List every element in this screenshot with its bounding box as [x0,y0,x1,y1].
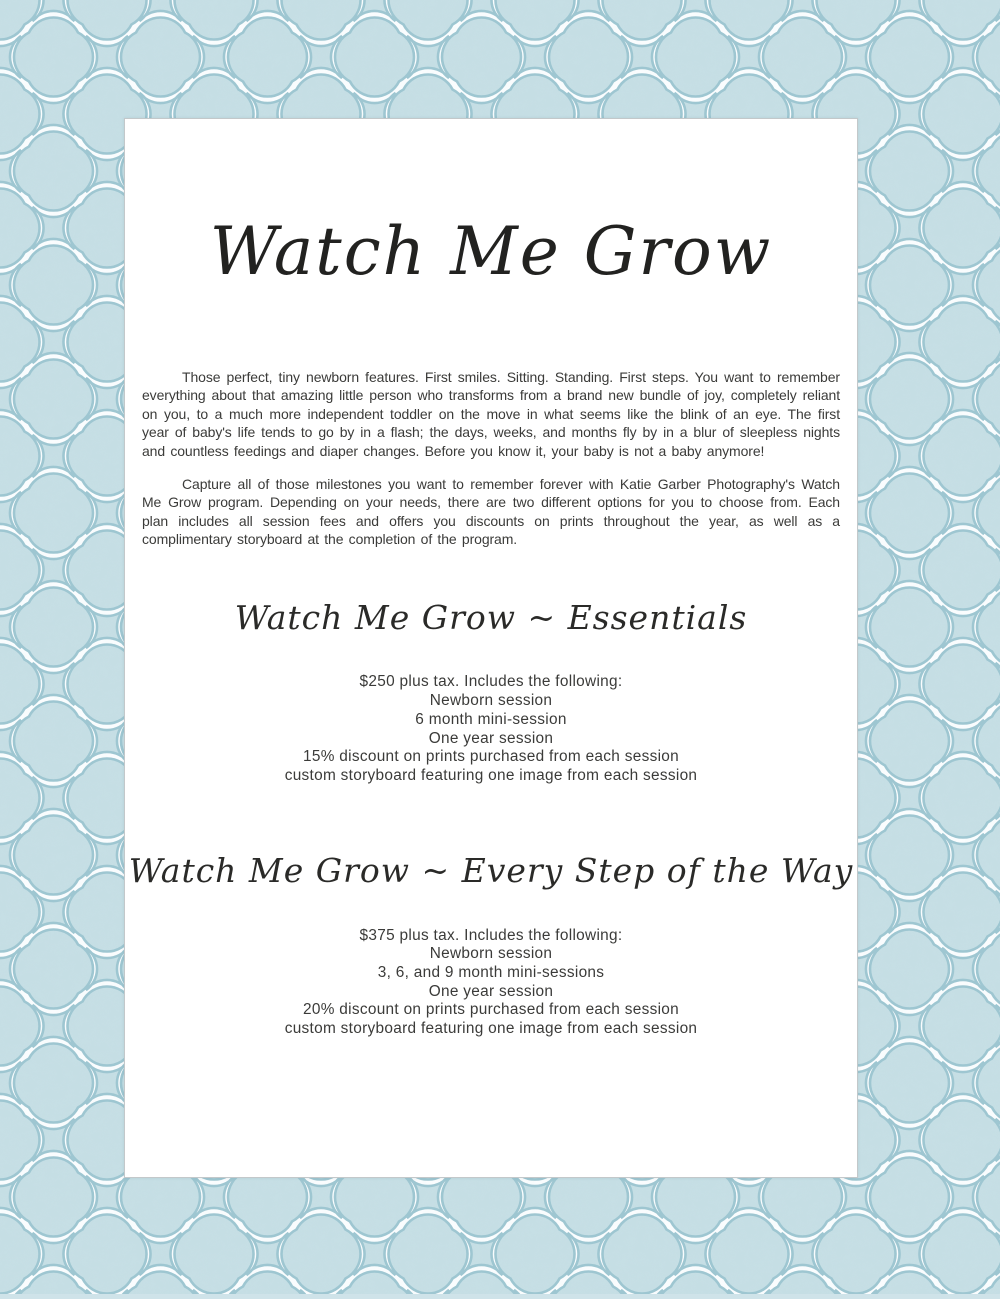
plan-detail-line: 6 month mini-session [415,710,567,728]
plan-detail-line: 3, 6, and 9 month mini-sessions [377,963,605,981]
plan-detail-line: custom storyboard featuring one image from each session [284,766,698,784]
plan-essentials-heading: Watch Me Grow ~ Essentials [234,597,748,637]
plan-detail-line: $375 plus tax. Includes the following: [359,926,623,944]
program-paragraph: Capture all of those milestones you want to remember forever with Katie Garber Photography's Watch Me Grow program. Depending on your needs, there are two different options for you to choose from. Each plan includes all session fees and offers you discounts on prints throughout the year, as well as a complimentary storyboard at the completion of the program. [142,475,840,548]
intro-paragraph: Those perfect, tiny newborn features. First smiles. Sitting. Standing. First steps. You want to remember everything about that amazing little person who transforms from a brand new bundle of joy, completely reliant on you, to a much more independent toddler on the move in what seems like the blink of an eye. The first year of baby's life tends to go by in a flash; the days, weeks, and months fly by in a blur of sleepless nights and countless feedings and diaper changes. Before you know it, your baby is not a baby anymore! [142,368,840,459]
plan-every-step-section [125,850,857,1039]
plan-detail-line: Newborn session [429,692,553,710]
plan-essentials-section [125,597,857,786]
plan-detail-line: custom storyboard featuring one image from each session [284,1020,698,1038]
plan-every-step-heading: Watch Me Grow ~ Every Step of the Way [128,850,854,890]
plan-detail-line: Newborn session [429,945,553,963]
plan-detail-line: One year session [428,729,554,747]
plan-detail-line: 20% discount on prints purchased from each session [302,1001,680,1019]
plan-every-step-details [125,927,857,1039]
plan-detail-line: One year session [428,982,554,1000]
plan-essentials-details [125,673,857,785]
document-page [124,118,858,1178]
document-title: Watch Me Grow [209,213,773,290]
plan-detail-line: $250 plus tax. Includes the following: [359,673,623,691]
plan-detail-line: 15% discount on prints purchased from each session [302,748,680,766]
intro-text-block [142,368,840,549]
